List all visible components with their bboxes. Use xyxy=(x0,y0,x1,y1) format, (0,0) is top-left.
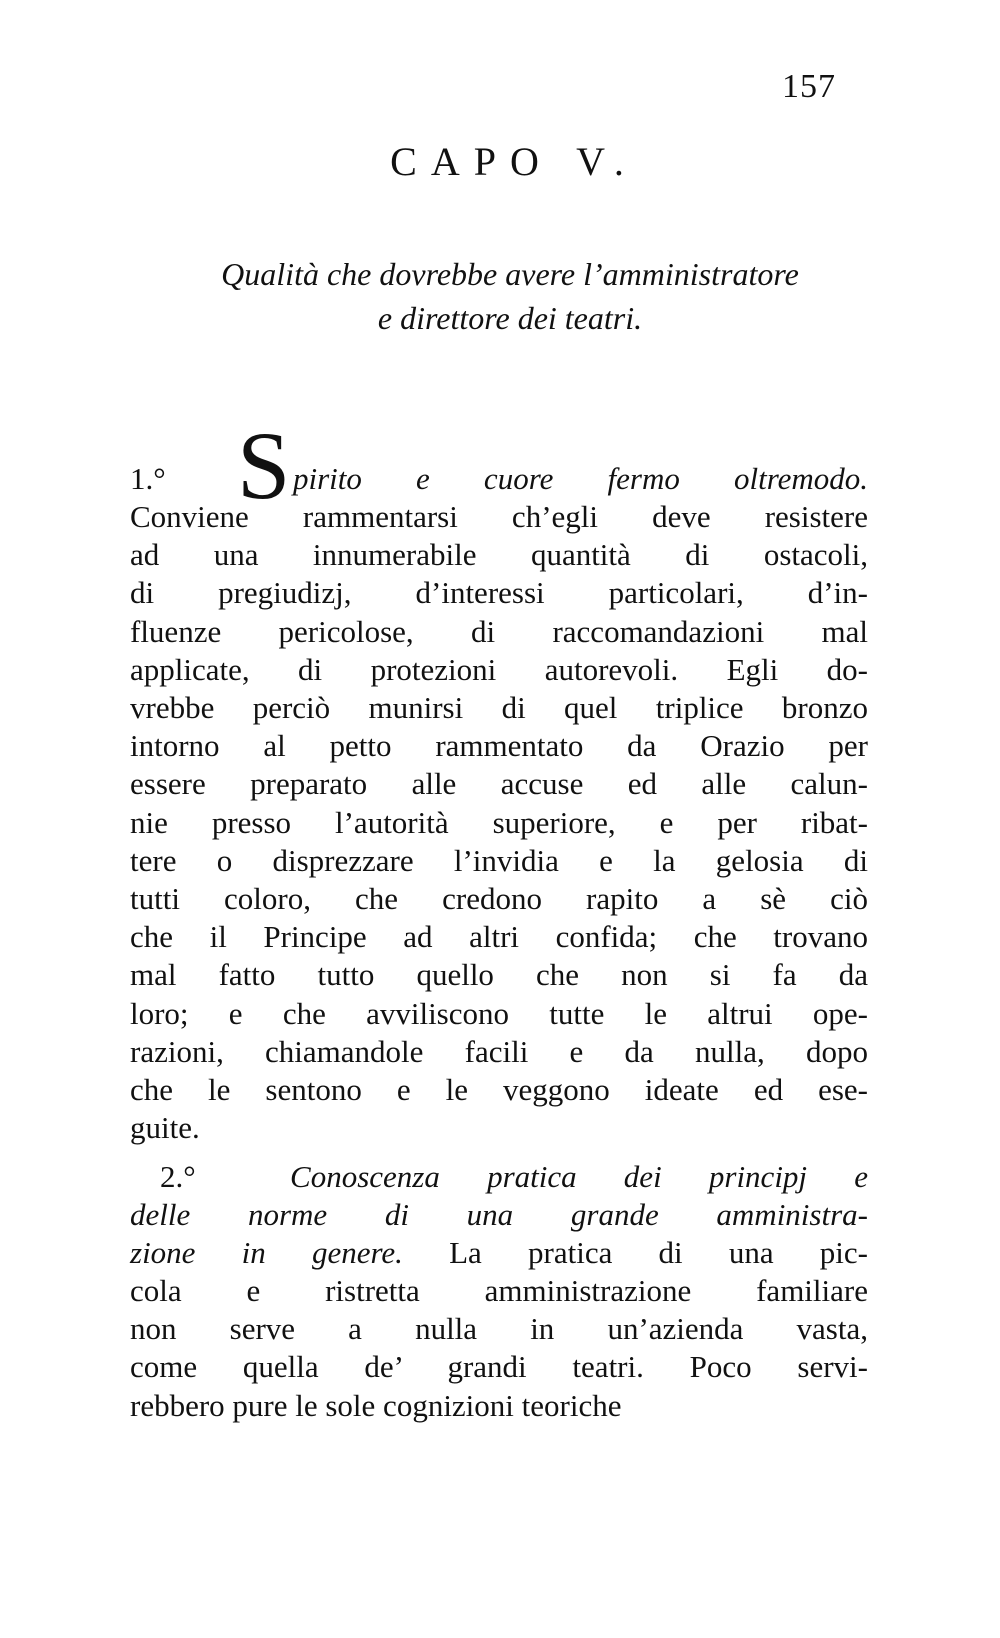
chapter-heading-line-1: Qualità che dovrebbe avere l’amministratore xyxy=(221,256,799,292)
paragraph-1-line: applicate, di protezioni autorevoli. Egli do- xyxy=(130,651,868,687)
item-1-number: 1.° xyxy=(130,461,166,496)
chapter-heading xyxy=(110,252,910,340)
paragraph-1-line: Conviene rammentarsi ch’egli deve resistere xyxy=(130,499,868,534)
item-2-text-start: La pratica di una pic- xyxy=(449,1235,869,1270)
paragraph-1-line: tutti coloro, che credono rapito a sè ciò xyxy=(130,881,868,916)
item-2-number: 2.° xyxy=(160,1159,196,1194)
drop-cap: S xyxy=(237,412,291,519)
chapter-title: CAPO V. xyxy=(390,139,638,184)
paragraph-1-line: che le sentono e le veggono ideate ed ese- xyxy=(130,1072,868,1107)
paragraph-1-line: di pregiudizj, d’interessi particolari, d’in- xyxy=(130,575,868,611)
item-2-title-line-1 xyxy=(160,1158,868,1196)
item-2-title-line-3 xyxy=(130,1234,868,1272)
paragraph-1-line: ad una innumerabile quantità di ostacoli, xyxy=(130,537,868,573)
item-2-title-part-1: Conoscenza pratica dei principj e xyxy=(290,1159,868,1194)
paragraph-2-line: non serve a nulla in un’azienda vasta, xyxy=(130,1311,868,1347)
paragraph-2-line: cola e ristretta amministrazione familiare xyxy=(130,1273,868,1308)
paragraph-1-line: fluenze pericolose, di raccomandazioni mal xyxy=(130,613,868,649)
paragraph-1-line: loro; e che avviliscono tutte le altrui ope- xyxy=(130,995,868,1031)
paragraph-1-line: mal fatto tutto quello che non si fa da xyxy=(130,957,868,993)
paragraph-1-line: guite. xyxy=(130,1110,200,1146)
paragraph-2-line: come quella de’ grandi teatri. Poco servi- xyxy=(130,1349,868,1385)
chapter-heading-line-2: e direttore dei teatri. xyxy=(377,300,643,336)
paragraph-1-line: intorno al petto rammentato da Orazio per xyxy=(130,728,868,764)
paragraph-1-line: essere preparato alle accuse ed alle calun- xyxy=(130,766,868,802)
item-2-title-line-2: delle norme di una grande amministra- xyxy=(130,1197,868,1232)
paragraph-1-line: nie presso l’autorità superiore, e per ribat- xyxy=(130,804,868,840)
paragraph-1-line: che il Principe ad altri confida; che trovano xyxy=(130,919,868,955)
item-2-title-part-3: zione in genere. xyxy=(130,1235,403,1270)
item-1-title: pirito e cuore fermo oltremodo. xyxy=(293,461,868,496)
paragraph-1-line: vrebbe perciò munirsi di quel triplice bronzo xyxy=(130,690,868,725)
paragraph-1-line: razioni, chiamandole facili e da nulla, dopo xyxy=(130,1033,868,1069)
paragraph-2-line: rebbero pure le sole cognizioni teoriche xyxy=(130,1387,622,1423)
page-number: 157 xyxy=(782,68,836,105)
paragraph-1-line: tere o disprezzare l’invidia e la gelosia di xyxy=(130,842,868,878)
